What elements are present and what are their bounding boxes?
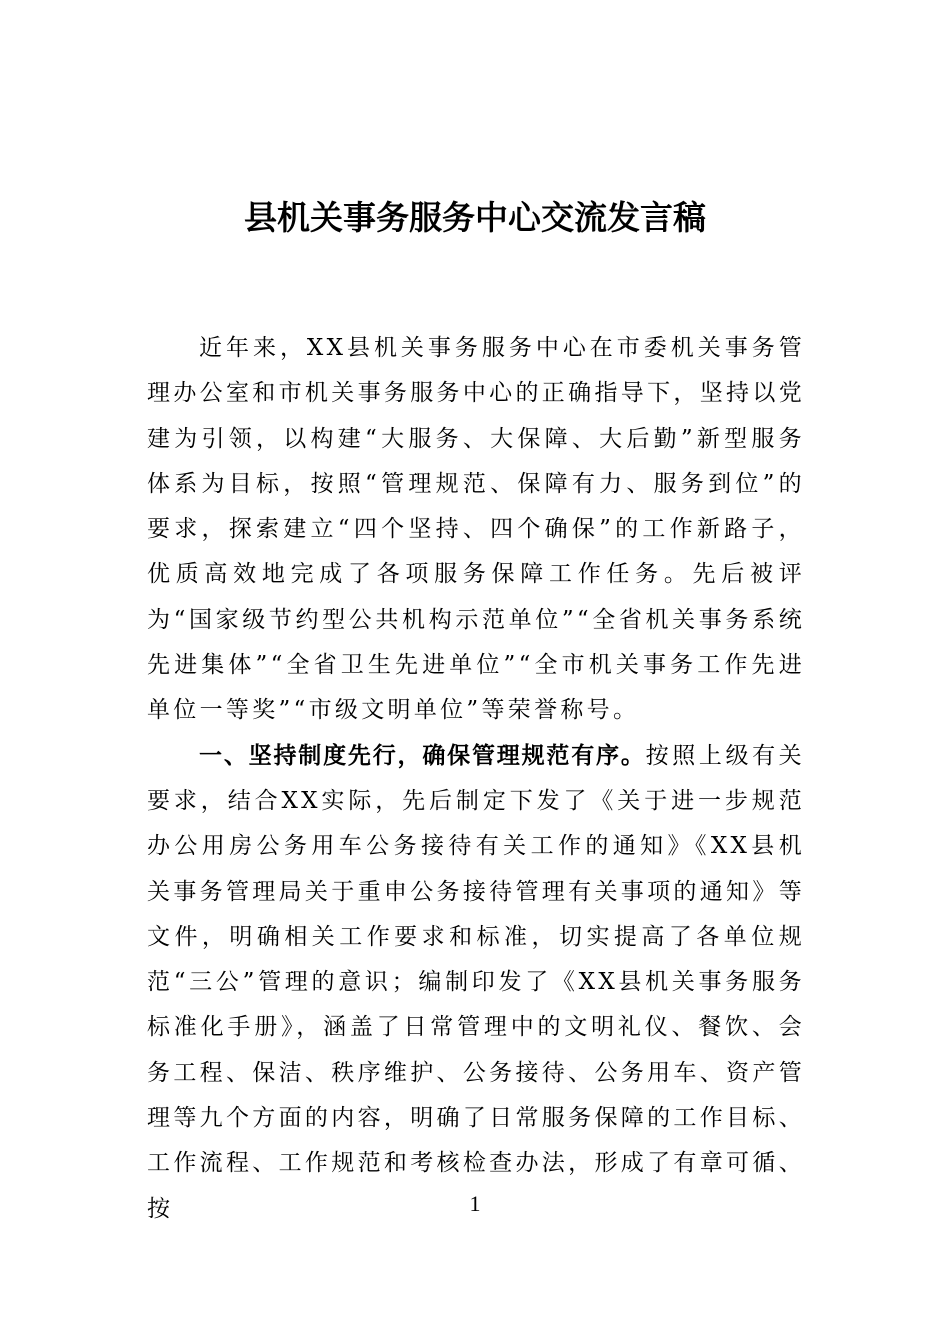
intro-paragraph — [147, 326, 805, 734]
paragraph-text: 近年来，XX县机关事务服务中心在市委机关事务管理办公室和市机关事务服务中心的正确指导下，坚持以党建为引领，以构建“大服务、大保障、大后勤”新型服务体系为目标，按照“管理规范、保障有力、服务到位”的要求，探索建立“四个坚持、四个确保”的工作新路子，优质高效地完成了各项服务保障工作任务。先后被评为“国家级节约型公共机构示范单位”“全省机关事务系统先进集体”“全省卫生先进单位”“全市机关事务工作先进单位一等奖”“市级文明单位”等荣誉称号。 — [147, 335, 805, 724]
section-one-paragraph — [147, 734, 805, 1232]
page-number: 1 — [469, 1191, 481, 1216]
document-body — [147, 326, 805, 1232]
paragraph-text: 按照上级有关要求，结合XX实际，先后制定下发了《关于进一步规范办公用房公务用车公务接待有关工作的通知》《XX县机关事务管理局关于重申公务接待管理有关事项的通知》等文件，明确相关工作要求和标准，切实提高了各单位规范“三公”管理的意识；编制印发了《XX县机关事务服务标准化手册》，涵盖了日常管理中的文明礼仪、餐饮、会务工程、保洁、秩序维护、公务接待、公务用车、资产管理等九个方面的内容，明确了日常服务保障的工作目标、工作流程、工作规范和考核检查办法，形成了有章可循、按 — [147, 742, 805, 1222]
section-one-heading: 一、坚持制度先行，确保管理规范有序。 — [199, 742, 646, 769]
document-title: 县机关事务服务中心交流发言稿 — [244, 198, 706, 237]
